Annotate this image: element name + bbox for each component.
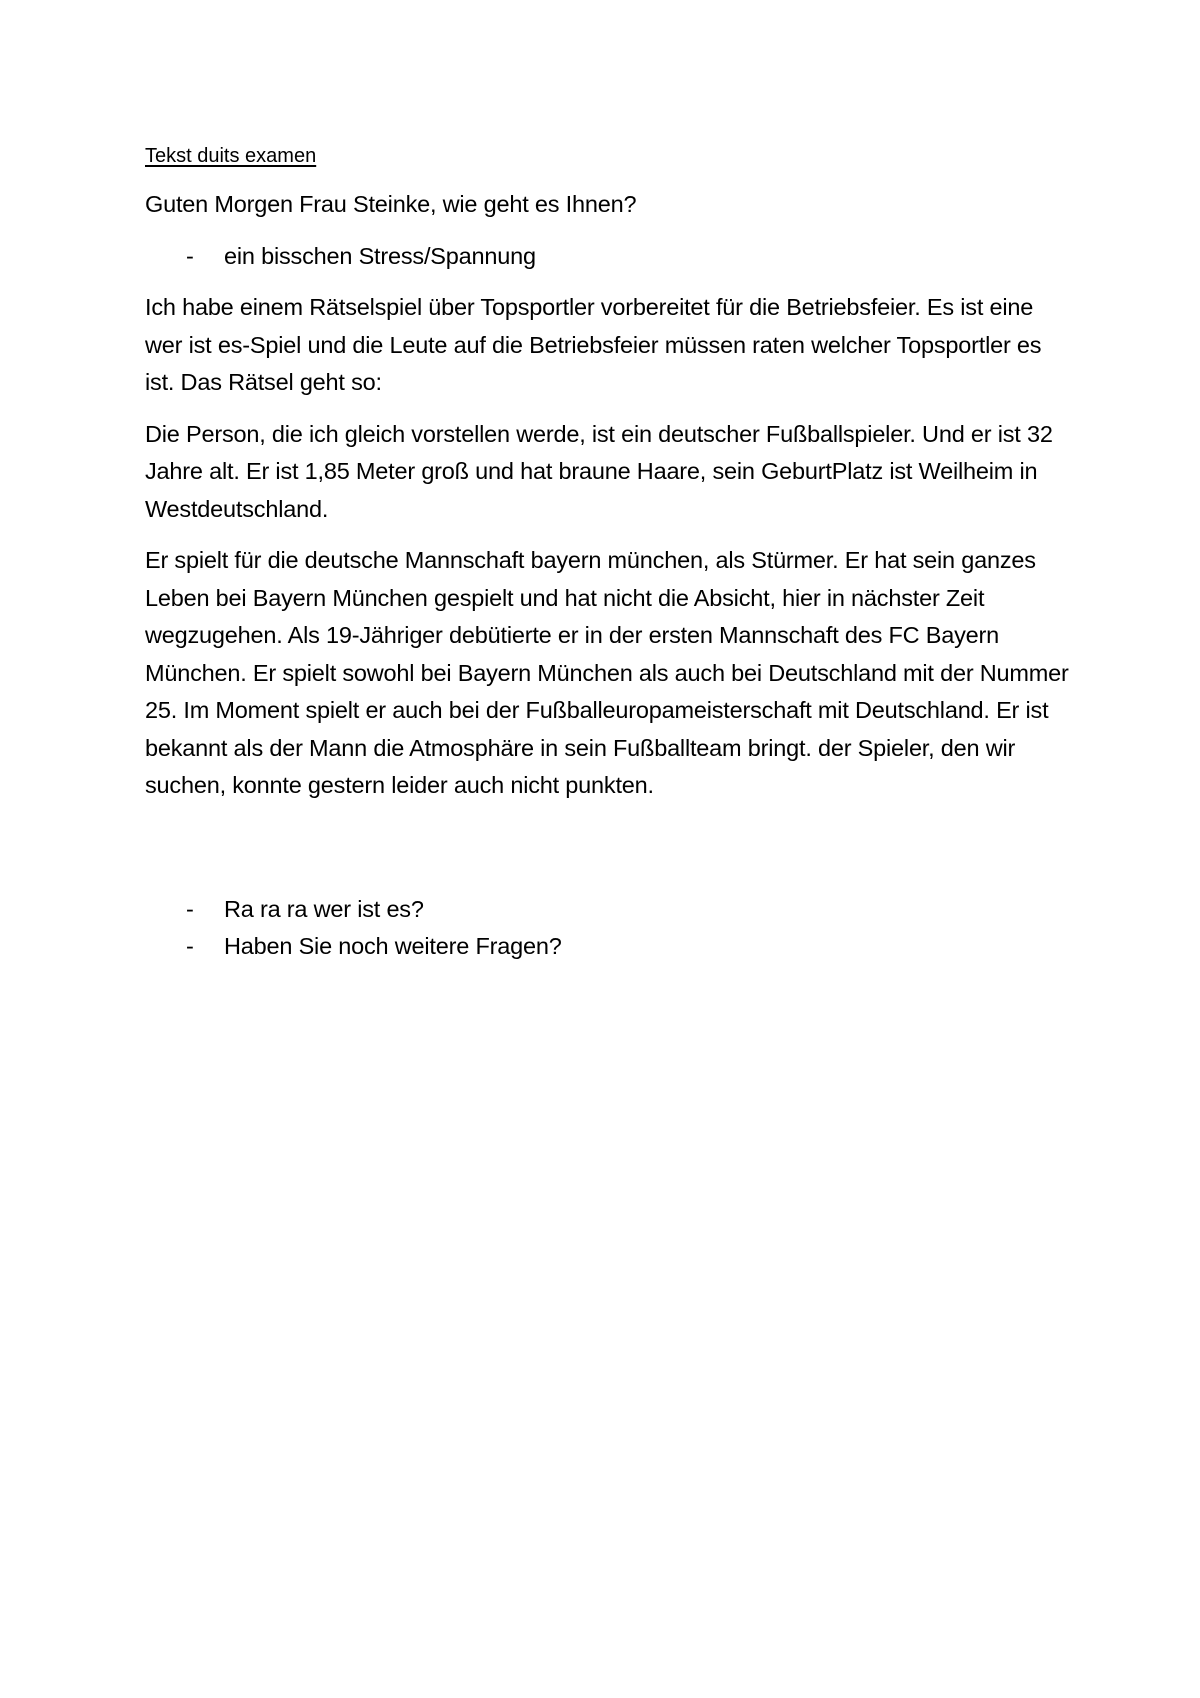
list-item	[145, 891, 1075, 929]
top-bullet-list	[145, 238, 1075, 276]
paragraph-career: Er spielt für die deutsche Mannschaft bayern münchen, als Stürmer. Er hat sein ganzes Leben bei Bayern München gespielt und hat nicht die Absicht, hier in nächster Zeit wegzugehen. Als 19-Jähriger debütierte er in der ersten Mannschaft des FC Bayern München. Er spielt sowohl bei Bayern München als auch bei Deutschland mit der Nummer 25. Im Moment spielt er auch bei der Fußballeuropameisterschaft mit Deutschland. Er ist bekannt als der Mann die Atmosphäre in sein Fußballteam bringt. der Spieler, den wir suchen, konnte gestern leider auch nicht punkten.	[145, 547, 1069, 798]
bullet-text: ein bisschen Stress/Spannung	[224, 242, 536, 269]
document-body	[145, 143, 1075, 980]
list-item	[145, 928, 1075, 966]
list-item	[145, 238, 1075, 276]
greeting-line: Guten Morgen Frau Steinke, wie geht es Ihnen?	[145, 191, 637, 217]
blank-spacer	[145, 819, 1075, 891]
document-title: Tekst duits examen	[145, 145, 317, 167]
bullet-dash: -	[186, 895, 194, 922]
bullet-dash: -	[186, 933, 194, 959]
bottom-bullet-list	[145, 891, 1075, 966]
bullet-dash: -	[186, 242, 194, 269]
paragraph-person: Die Person, die ich gleich vorstellen werde, ist ein deutscher Fußballspieler. Und er ist 32 Jahre alt. Er ist 1,85 Meter groß und hat braune Haare, sein GeburtPlatz ist Weilheim in Westdeutschland.	[145, 420, 1053, 522]
bullet-text: Ra ra ra wer ist es?	[224, 895, 424, 922]
bullet-text: Haben Sie noch weitere Fragen?	[224, 933, 562, 959]
paragraph-intro: Ich habe einem Rätselspiel über Topsportler vorbereitet für die Betriebsfeier. Es ist eine wer ist es-Spiel und die Leute auf die Betriebsfeier müssen raten welcher Topsportler es ist. Das Rätsel geht so:	[145, 294, 1042, 395]
